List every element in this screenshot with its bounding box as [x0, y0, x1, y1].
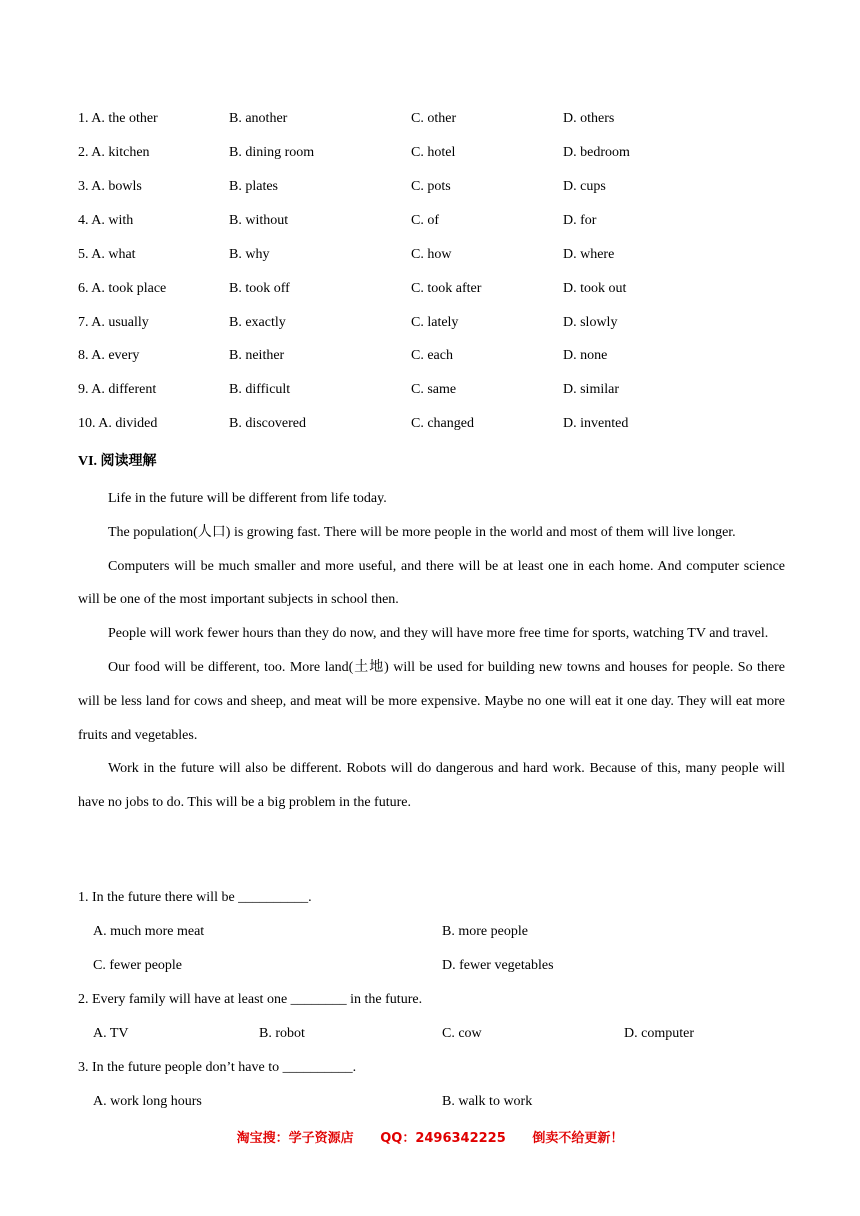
- answer-option: B. robot: [259, 1026, 305, 1041]
- option-b: B. without: [229, 213, 289, 228]
- option-c: C. changed: [411, 416, 474, 431]
- question-stem: 2. Every family will have at least one ________ in the future.: [78, 992, 423, 1007]
- option-d: D. others: [563, 111, 615, 126]
- option-b: B. neither: [229, 348, 285, 363]
- cloze-option-row: [78, 281, 798, 301]
- cloze-option-row: [78, 247, 798, 267]
- option-a: 8. A. every: [78, 348, 140, 363]
- answer-option: D. fewer vegetables: [442, 958, 554, 973]
- cloze-option-row: [78, 145, 798, 165]
- question-stem: 1. In the future there will be __________.: [78, 890, 312, 905]
- cloze-option-row: [78, 179, 798, 199]
- option-d: D. none: [563, 348, 608, 363]
- option-d: D. invented: [563, 416, 629, 431]
- option-a: 6. A. took place: [78, 281, 167, 296]
- cloze-option-row: [78, 315, 798, 335]
- option-d: D. took out: [563, 281, 627, 296]
- answer-option: A. TV: [93, 1026, 129, 1041]
- question-stem: 3. In the future people don’t have to __________.: [78, 1060, 357, 1075]
- passage-paragraph: Work in the future will also be different. Robots will do dangerous and hard work. Because of this, many people will have no jobs to do. This will be a big problem in the future.: [78, 761, 785, 811]
- option-a: 3. A. bowls: [78, 179, 142, 194]
- footer-shop: 淘宝搜：学子资源店: [236, 1131, 354, 1146]
- option-d: D. cups: [563, 179, 606, 194]
- passage-paragraph: The population(人口) is growing fast. There will be more people in the world and most of them will live longer.: [108, 524, 736, 540]
- option-a: 2. A. kitchen: [78, 145, 150, 160]
- option-a: 9. A. different: [78, 382, 157, 397]
- option-d: D. bedroom: [563, 145, 630, 160]
- option-c: C. lately: [411, 315, 459, 330]
- option-b: B. exactly: [229, 315, 286, 330]
- option-b: B. another: [229, 111, 288, 126]
- answer-option: A. much more meat: [93, 924, 205, 939]
- option-d: D. similar: [563, 382, 619, 397]
- cloze-option-row: [78, 111, 798, 131]
- cloze-option-row: [78, 416, 798, 436]
- answer-option: C. cow: [442, 1026, 482, 1041]
- option-a: 4. A. with: [78, 213, 134, 228]
- footer-notice: 倒卖不给更新！: [532, 1131, 624, 1146]
- option-b: B. discovered: [229, 416, 306, 431]
- option-c: C. of: [411, 213, 439, 228]
- option-c: C. took after: [411, 281, 482, 296]
- cloze-option-row: [78, 213, 798, 233]
- option-b: B. plates: [229, 179, 278, 194]
- answer-option: B. walk to work: [442, 1094, 533, 1109]
- footer-qq: QQ：2496342225: [380, 1131, 506, 1146]
- answer-option: B. more people: [442, 924, 528, 939]
- answer-option: C. fewer people: [93, 958, 183, 973]
- answer-option: A. work long hours: [93, 1094, 202, 1109]
- section-title: VI. 阅读理解: [78, 454, 157, 469]
- option-a: 7. A. usually: [78, 315, 149, 330]
- option-c: C. each: [411, 348, 453, 363]
- page-footer: [0, 1127, 860, 1146]
- cloze-option-row: [78, 348, 798, 368]
- option-c: C. how: [411, 247, 452, 262]
- option-c: C. same: [411, 382, 457, 397]
- answer-option: D. computer: [624, 1026, 694, 1041]
- passage-paragraph: Computers will be much smaller and more useful, and there will be at least one in each home. And computer science will be one of the most important subjects in school then.: [78, 558, 785, 608]
- option-b: B. dining room: [229, 145, 315, 160]
- passage-paragraph: Life in the future will be different from life today.: [108, 491, 387, 506]
- option-d: D. slowly: [563, 315, 618, 330]
- option-b: B. why: [229, 247, 270, 262]
- passage-paragraph: People will work fewer hours than they do now, and they will have more free time for sports, watching TV and travel.: [108, 626, 769, 642]
- option-b: B. took off: [229, 281, 290, 296]
- cloze-option-row: [78, 382, 798, 402]
- option-c: C. other: [411, 111, 457, 126]
- passage-paragraph: Our food will be different, too. More land(土地) will be used for building new towns and houses for people. So there will be less land for cows and sheep, and meat will be more expensive. Maybe no one will eat it one day. They will eat more fruits and vegetables.: [78, 659, 785, 743]
- option-a: 5. A. what: [78, 247, 136, 262]
- reading-passage: [78, 482, 785, 820]
- option-d: D. for: [563, 213, 597, 228]
- option-c: C. pots: [411, 179, 451, 194]
- option-a: 10. A. divided: [78, 416, 158, 431]
- option-a: 1. A. the other: [78, 111, 158, 126]
- option-c: C. hotel: [411, 145, 456, 160]
- option-d: D. where: [563, 247, 615, 262]
- option-b: B. difficult: [229, 382, 291, 397]
